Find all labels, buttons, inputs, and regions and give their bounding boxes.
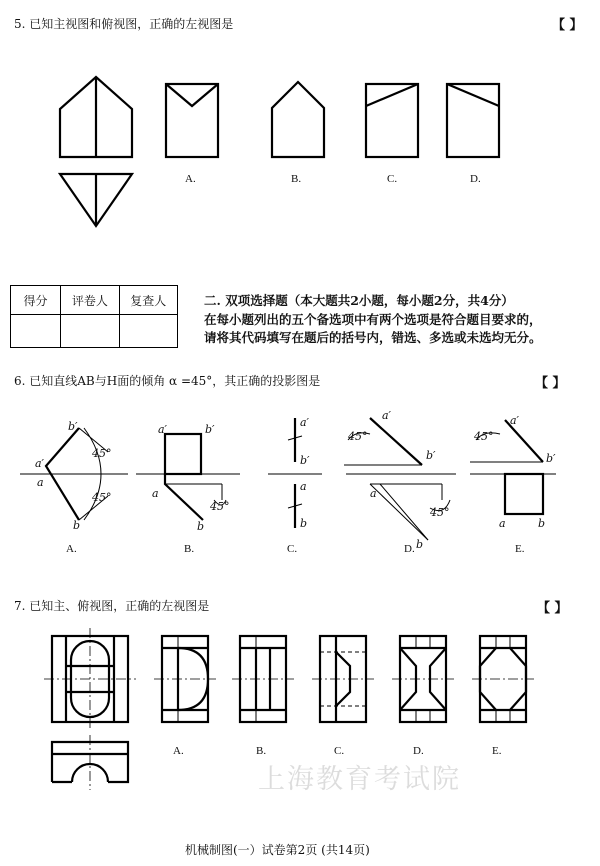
q7-option-c-figure <box>312 636 374 722</box>
q7-option-b-figure <box>232 636 294 722</box>
q6-option-d-label: D. <box>404 543 415 555</box>
q6-d-b-prime: b′ <box>426 449 436 462</box>
q6-option-a-label: A. <box>66 543 77 555</box>
q6-b-b-prime: b′ <box>205 423 215 436</box>
q6-b-a: a <box>152 487 159 500</box>
q6-e-b-prime: b′ <box>546 452 556 465</box>
question-7-text: 7. 已知主、俯视图，正确的左视图是 <box>14 599 210 613</box>
q7-top-view <box>52 735 128 790</box>
q6-option-b-label: B. <box>184 543 195 555</box>
q6-e-angle: 45° <box>474 430 494 443</box>
q6-a-b-prime: b′ <box>68 420 78 433</box>
q6-a-a: a <box>37 476 44 489</box>
q6-d-a-prime: a′ <box>382 409 392 422</box>
q6-d-angle-top: 45° <box>348 430 368 443</box>
q6-option-e-label: E. <box>515 543 525 555</box>
section-2-instruction-2: 请将其代码填写在题后的括号内，错选、多选或未选均无分。 <box>204 330 542 345</box>
q7-option-d-label: D. <box>413 745 424 757</box>
q6-c-b: b <box>300 517 308 530</box>
q6-c-a: a <box>300 480 307 493</box>
q6-c-b-prime: b′ <box>300 454 310 467</box>
q6-d-b: b <box>416 538 424 551</box>
q6-e-a-prime: a′ <box>510 414 520 427</box>
q6-a-a-prime: a′ <box>35 457 45 470</box>
q6-option-c-label: C. <box>287 543 298 555</box>
q5-option-b-label: B. <box>291 173 302 185</box>
q5-option-a-label: A. <box>185 173 196 185</box>
q6-a-angle-bottom: 45° <box>92 491 112 504</box>
page-footer: 机械制图(一）试卷第2页 (共14页) <box>185 843 370 857</box>
q6-e-b: b <box>538 517 546 530</box>
q7-option-e-figure <box>472 636 534 722</box>
question-5-text: 5. 已知主视图和俯视图，正确的左视图是 <box>14 17 234 31</box>
q6-b-angle: 45° <box>210 500 230 513</box>
question-7-answer-bracket[interactable]: 【 】 <box>537 601 568 616</box>
q6-b-b: b <box>197 520 205 533</box>
q6-a-b: b <box>73 519 81 532</box>
question-6-text: 6. 已知直线AB与H面的倾角 α =45°，其正确的投影图是 <box>14 374 321 388</box>
q5-option-d-label: D. <box>470 173 481 185</box>
score-header: 得分 <box>11 286 61 315</box>
question-5-answer-bracket[interactable]: 【 】 <box>552 18 583 33</box>
q7-option-e-label: E. <box>492 745 502 757</box>
q5-option-c-label: C. <box>387 173 398 185</box>
q6-e-a: a <box>499 517 506 530</box>
q7-option-b-label: B. <box>256 745 267 757</box>
q7-front-view <box>44 628 136 730</box>
q6-d-a: a <box>370 487 377 500</box>
q7-option-a-label: A. <box>173 745 184 757</box>
question-6-answer-bracket[interactable]: 【 】 <box>535 376 566 391</box>
q7-option-c-label: C. <box>334 745 345 757</box>
q7-option-d-figure <box>392 636 454 722</box>
watermark: 上海教育考试院 <box>258 764 461 795</box>
reviewer-header: 复查人 <box>119 286 177 315</box>
q6-b-a-prime: a′ <box>158 423 168 436</box>
q6-d-angle-bottom: 45° <box>430 506 450 519</box>
grader-header: 评卷人 <box>61 286 119 315</box>
section-2-title: 二. 双项选择题（本大题共2小题，每小题2分，共4分） <box>204 293 514 308</box>
q7-option-a-figure <box>154 636 216 722</box>
section-2-instruction-1: 在每小题列出的五个备选项中有两个选项是符合题目要求的， <box>204 312 542 327</box>
q6-c-a-prime: a′ <box>300 416 310 429</box>
q6-a-angle-top: 45° <box>92 447 112 460</box>
